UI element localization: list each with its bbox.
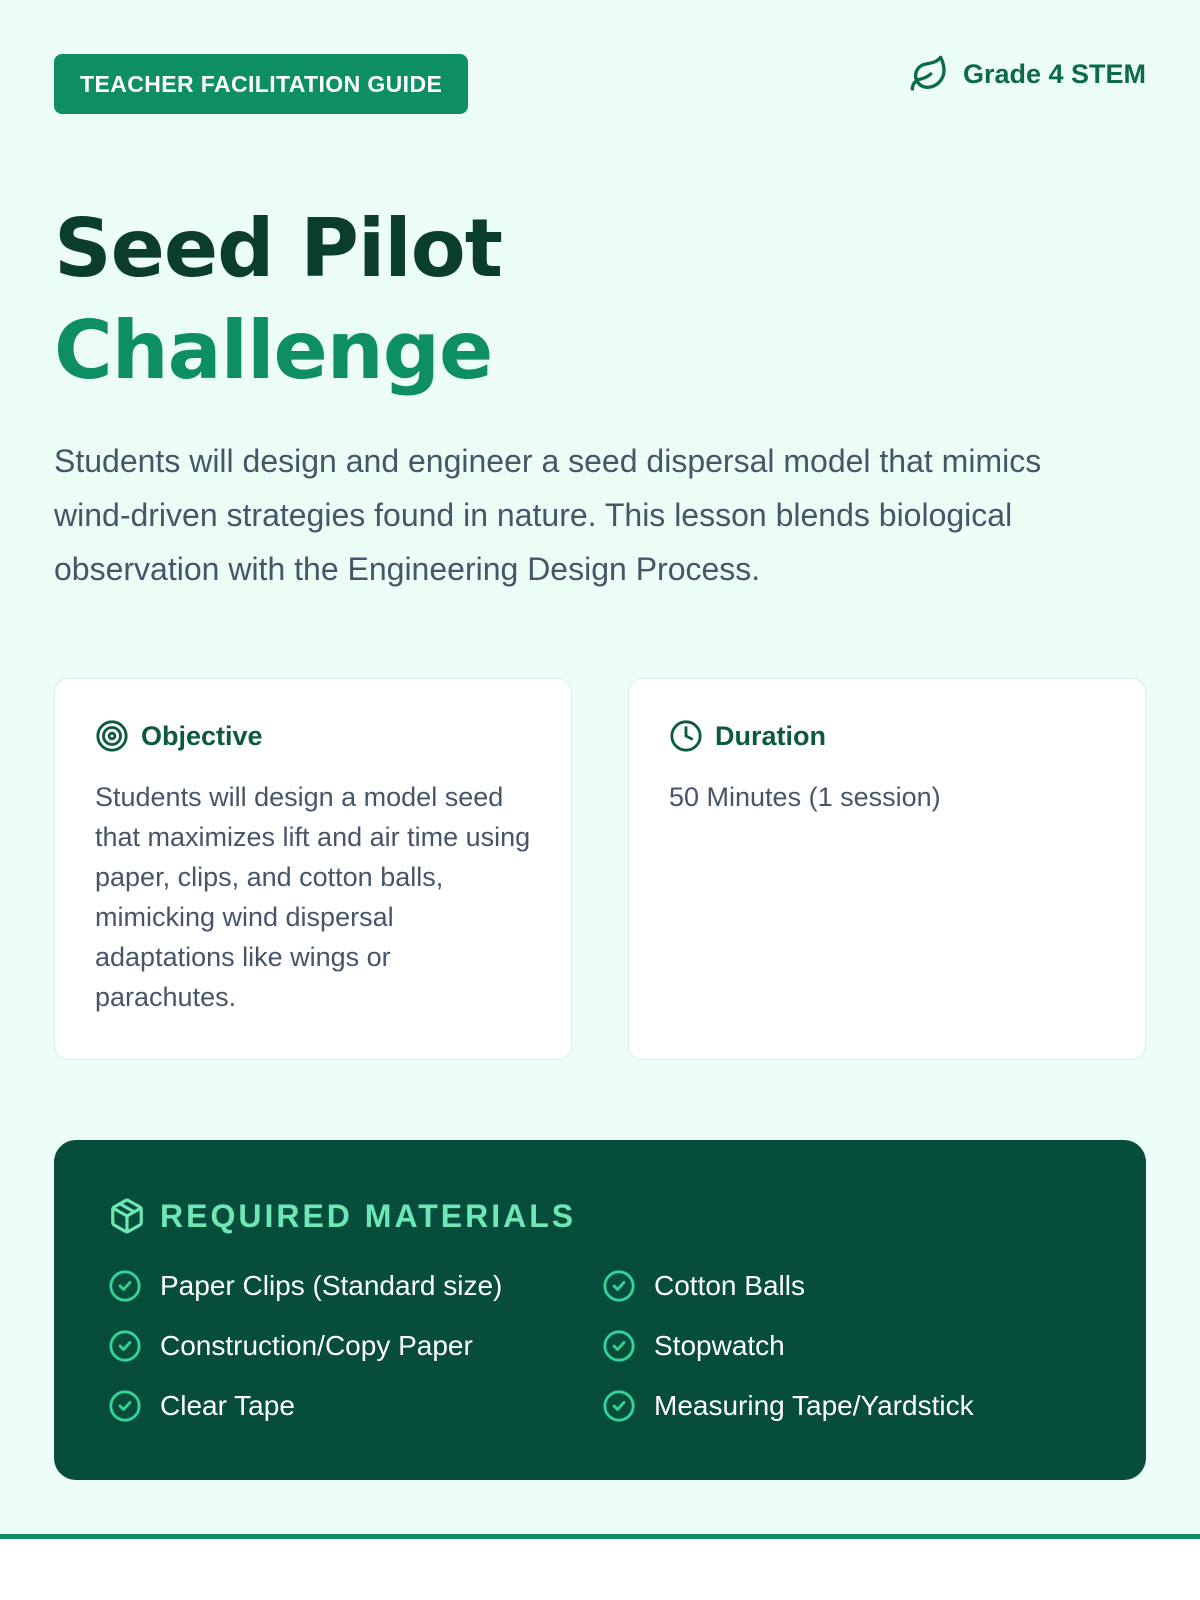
box-icon <box>108 1197 146 1235</box>
materials-panel <box>54 1140 1146 1480</box>
material-item <box>108 1326 602 1366</box>
header-row <box>54 54 1146 114</box>
check-circle-icon <box>602 1329 636 1363</box>
check-circle-icon <box>602 1389 636 1423</box>
check-circle-icon <box>108 1329 142 1363</box>
material-label: Stopwatch <box>654 1330 785 1361</box>
material-item <box>602 1266 1096 1306</box>
material-item <box>108 1266 602 1306</box>
objective-header <box>95 719 531 753</box>
duration-text: 50 Minutes (1 session) <box>669 782 941 812</box>
check-circle-icon <box>108 1389 142 1423</box>
duration-header <box>669 719 1105 753</box>
title-line-2: Challenge <box>54 304 493 397</box>
material-label: Construction/Copy Paper <box>160 1330 473 1361</box>
objective-heading: Objective <box>141 720 263 751</box>
objective-card <box>54 678 572 1060</box>
materials-header <box>108 1196 1092 1236</box>
clock-icon <box>669 719 703 753</box>
material-item <box>602 1326 1096 1366</box>
material-item <box>602 1386 1096 1426</box>
material-label: Clear Tape <box>160 1390 295 1421</box>
leaf-icon <box>909 54 949 94</box>
material-item <box>108 1386 602 1426</box>
check-circle-icon <box>602 1269 636 1303</box>
page-footer-area <box>0 1539 1200 1600</box>
objective-text: Students will design a model seed that maximizes lift and air time using paper, clips, and cotton balls, mimicking wind dispersal adaptations like wings or parachutes. <box>95 782 531 1012</box>
materials-list <box>108 1266 1092 1426</box>
duration-heading: Duration <box>715 720 826 751</box>
page-title <box>54 198 502 402</box>
target-icon <box>95 719 129 753</box>
material-label: Cotton Balls <box>654 1270 805 1301</box>
duration-card <box>628 678 1146 1060</box>
grade-label <box>909 54 1146 94</box>
check-circle-icon <box>108 1269 142 1303</box>
title-line-1: Seed Pilot <box>54 202 502 295</box>
intro-paragraph: Students will design and engineer a seed dispersal model that mimics wind-driven strategies found in nature. This lesson blends biological observation with the Engineering Design Process. <box>54 443 1042 587</box>
grade-text: Grade 4 STEM <box>962 58 1146 89</box>
material-label: Measuring Tape/Yardstick <box>654 1390 974 1421</box>
materials-heading: REQUIRED MATERIALS <box>160 1197 577 1234</box>
material-label: Paper Clips (Standard size) <box>160 1270 503 1301</box>
guide-badge: TEACHER FACILITATION GUIDE <box>54 54 468 114</box>
